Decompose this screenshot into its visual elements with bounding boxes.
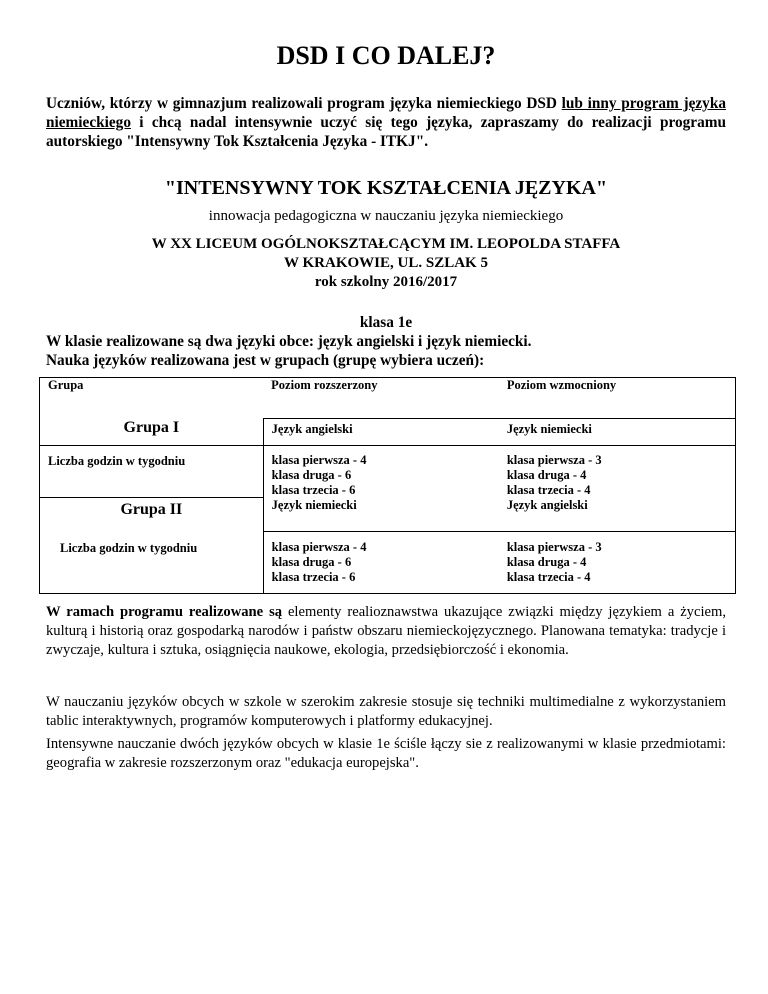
school-info: [46, 235, 726, 292]
program-description-paragraph: [46, 603, 726, 660]
group1-hours-label: Liczba godzin w tygodniu: [40, 445, 264, 498]
group2-hours-strengthened: [499, 531, 736, 594]
table-row: [40, 531, 736, 594]
group2-lang-extended: Język niemiecki: [263, 498, 499, 532]
group1-name: Grupa I: [40, 419, 264, 446]
school-year: rok szkolny 2016/2017: [314, 274, 458, 290]
table-row: [40, 445, 736, 498]
paragraph-bold-lead: W ramach programu realizowane są: [46, 604, 283, 620]
table-header-row: [40, 378, 736, 419]
group2-hours-extended: [263, 531, 499, 594]
page-title: DSD I CO DALEJ?: [276, 41, 496, 70]
subjects-paragraph: Intensywne nauczanie dwóch języków obcych w klasie 1e ściśle łączy sie z realizowanymi w klasie przedmiotami: geografia w zakresie rozszerzonym oraz "edukacja europejska".: [46, 736, 726, 771]
group2-hours-label: Liczba godzin w tygodniu: [40, 531, 264, 594]
hours-line: klasa trzecia - 6: [271, 569, 356, 584]
hours-line: klasa trzecia - 6: [271, 482, 356, 497]
table-row: [40, 419, 736, 446]
group1-lang-strengthened: Język niemiecki: [499, 419, 736, 446]
intro-paragraph: [46, 94, 726, 151]
hours-line: klasa druga - 6: [271, 467, 352, 482]
class-languages-line: W klasie realizowane są dwa języki obce: język angielski i język niemiecki.: [46, 333, 532, 350]
school-name: W XX LICEUM OGÓLNOKSZTAŁCĄCYM IM. LEOPOLDA STAFFA: [151, 236, 621, 252]
hours-line: klasa pierwsza - 4: [271, 539, 367, 554]
table-row: [40, 498, 736, 532]
intro-text-1: Uczniów, którzy w gimnazjum realizowali program języka niemieckiego DSD: [46, 95, 562, 112]
hours-line: klasa pierwsza - 3: [506, 452, 602, 467]
group1-lang-extended: Język angielski: [263, 419, 499, 446]
multimedia-paragraph: W nauczaniu języków obcych w szkole w szerokim zakresie stosuje się techniki multimedialne z wykorzystaniem tablic interaktywnych, programów komputerowych i platformy edukacyjnej.: [46, 694, 726, 729]
group2-name: Grupa II: [40, 498, 264, 532]
class-info: [46, 313, 726, 370]
group2-lang-strengthened: Język angielski: [499, 498, 736, 532]
group1-hours-extended: [263, 445, 499, 498]
program-subtitle: innowacja pedagogiczna w nauczaniu języka niemieckiego: [208, 208, 564, 224]
hours-line: klasa druga - 6: [271, 554, 352, 569]
class-groups-line: Nauka języków realizowana jest w grupach (grupę wybiera uczeń):: [46, 352, 485, 369]
hours-line: klasa pierwsza - 3: [506, 539, 602, 554]
intro-text-2: i chcą nadal intensywnie uczyć się tego języka, zapraszamy do realizacji programu autorskiego "Intensywny Tok Kształcenia Języka - ITKJ".: [46, 114, 726, 150]
group1-hours-strengthened: [499, 445, 736, 498]
paragraph-text: elementy realioznawstwa ukazujące związki między językiem a życiem, kulturą i historią oraz gospodarką narodów i państw obszaru niemieckojęzycznego. Planowana tematyka: tradycje i zwyczaje, kultura i sztuka, osiągnięcia naukowe, ekologia, przedsiębiorczość i ekonomia.: [46, 604, 726, 658]
hours-line: klasa trzecia - 4: [506, 482, 591, 497]
header-strengthened: Poziom wzmocniony: [506, 378, 617, 392]
hours-line: klasa druga - 4: [506, 467, 587, 482]
groups-table: [39, 377, 736, 594]
intro-underlined-text: lub inny program języka niemieckiego: [46, 95, 726, 131]
hours-line: klasa druga - 4: [506, 554, 587, 569]
school-address: W KRAKOWIE, UL. SZLAK 5: [284, 255, 488, 271]
class-heading: klasa 1e: [359, 314, 413, 331]
hours-line: klasa pierwsza - 4: [271, 452, 367, 467]
header-group: Grupa: [48, 378, 84, 392]
program-title: "INTENSYWNY TOK KSZTAŁCENIA JĘZYKA": [164, 177, 608, 199]
header-extended: Poziom rozszerzony: [271, 378, 378, 392]
hours-line: klasa trzecia - 4: [506, 569, 591, 584]
